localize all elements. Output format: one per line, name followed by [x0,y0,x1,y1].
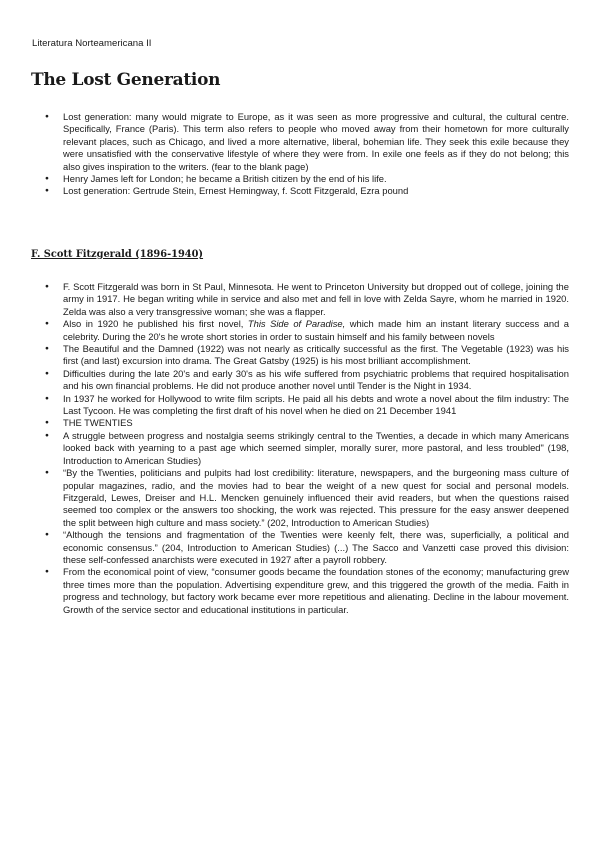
section-heading: F. Scott Fitzgerald (1896-1940) [31,249,204,260]
text-span: Also in 1920 he published his first novel, [63,318,248,330]
list-item: ● A struggle between progress and nostalgia seems strikingly central to the Twenties, a decade in which many Americans looked back with yearning to a past age which seemed simpler, morally surer, more pastoral, and less troubled" (198, Introduction to American Studies) [0,430,600,467]
list-item: ● THE TWENTIES [0,417,600,429]
intro-list [0,111,600,198]
list-item: ● “By the Twenties, politicians and pulpits had lost credibility: literature, newspapers, and the burgeoning mass culture of popular magazines, radio, and the movies had to bear the weight of a new quest for social and personal models. Fitzgerald, Lewes, Dreiser and H.L. Mencken genuinely influenced their avid readers, but when the questions raised seemed too complex or the answers too shocking, the work was rejected. This pressure for the easy answer deepened the split between high culture and mass society.” (202, Introduction to American Studies) [0,467,600,529]
fitzgerald-list [0,281,600,616]
list-item: ● In 1937 he worked for Hollywood to write film scripts. He paid all his debts and wrote a novel about the film industry: The Last Tycoon. He was completing the first draft of his novel when he died on 21 December 1941 [0,393,600,418]
list-item: ● Lost generation: many would migrate to Europe, as it was seen as more progressive and cultural, the cultural centre. Specifically, France (Paris). This term also refers to people who moved away from their hometown for more culturally relevant places, such as Chicago, and lived a more alternative, liberal, bohemian life. They seek this exile because they were unsatisfied with the conservative lifestyle of where they were from. In exile one feels as if they do not belong; this also gives inspiration to the writers. (fear to the blank page) [0,111,600,173]
list-item: ● Henry James left for London; he became a British citizen by the end of his life. [0,173,600,185]
list-item: ● “Although the tensions and fragmentation of the Twenties were keenly felt, there was, superficially, a political and economic consensus.” (204, Introduction to American Studies) (...) The Sacco and Vanzetti case proved this division: these self-confessed anarchists were executed in 1927 after a payroll robbery. [0,529,600,566]
list-item: ● F. Scott Fitzgerald was born in St Paul, Minnesota. He went to Princeton University but dropped out of college, joining the army in 1917. He began writing while in service and also met and fell in love with Zelda Sayre, whom he married in 1920. Zelda was also a very transgressive woman; she was a flapper. [0,281,600,318]
list-item: ● Difficulties during the late 20's and early 30's as his wife suffered from psychiatric problems that required hospitalisation and his own financial problems. He did not produce another novel until Tender is the Night in 1934. [0,368,600,393]
course-header: Literatura Norteamericana II [32,38,152,49]
list-item: ● The Beautiful and the Damned (1922) was not nearly as critically successful as the first. The Vegetable (1923) was his first (and last) excursion into drama. The Great Gatsby (1925) is his most brilliant accomplishment. [0,343,600,368]
novel-title: This Side of Paradise, [247,318,346,330]
page-title: The Lost Generation [31,70,221,90]
list-item: ● Lost generation: Gertrude Stein, Ernest Hemingway, f. Scott Fitzgerald, Ezra pound [0,185,600,197]
list-item [0,318,600,343]
text-span: which made him an instant literary success and a celebrity. During the 20's he wrote short stories in order to sustain himself and his family between novels [63,318,569,342]
list-item: ● From the economical point of view, “consumer goods became the foundation stones of the economy; manufacturing grew three times more than the population. Advertising expenditure grew, and this triggered the growth of the media. Faith in progress and technology, but factory work became ever more repetitious and alienating. Decline in the labour movement. Growth of the service sector and educational institutions in particular. [0,566,600,616]
